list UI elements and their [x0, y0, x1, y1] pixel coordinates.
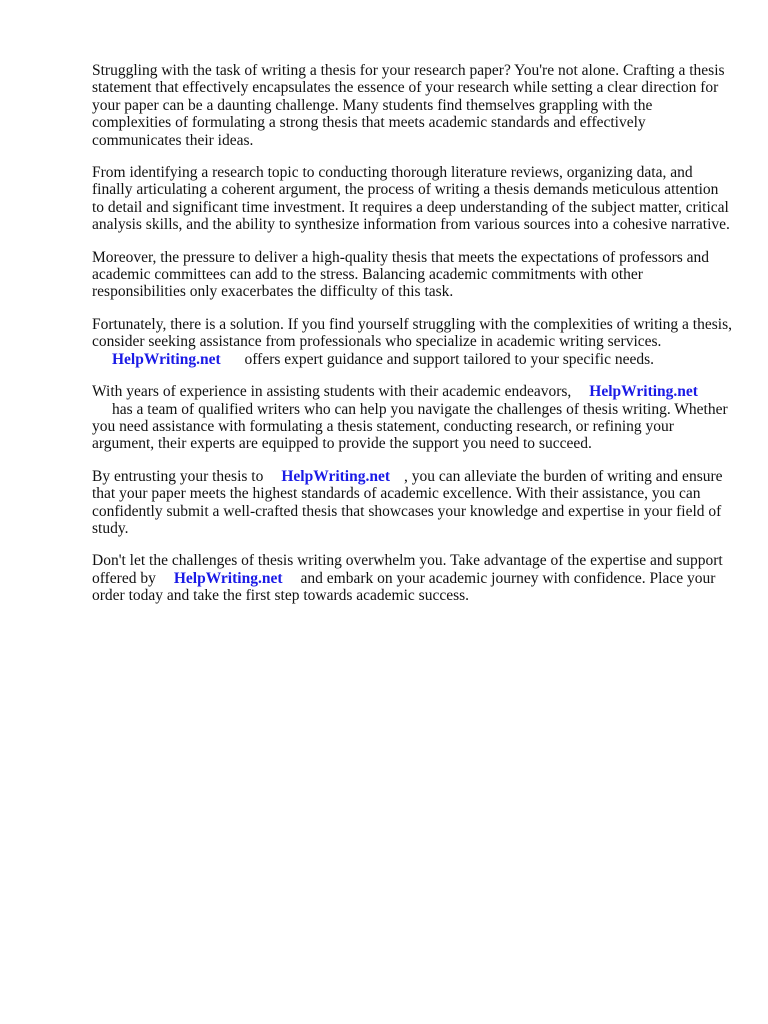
helpwriting-link-3[interactable]: HelpWriting.net [281, 467, 391, 485]
paragraph-pressure [92, 249, 732, 301]
paragraph-entrusting-text-b: , you can alleviate the burden of writing and ensure that your paper meets the highest standards of academic excellence. With their assistance, you can confidently submit a well-crafted thesis that showcases your knowledge and expertise in your field of study. [92, 467, 723, 537]
paragraph-experience [92, 383, 732, 453]
helpwriting-link-1[interactable]: HelpWriting.net [112, 350, 221, 368]
helpwriting-link-2[interactable]: HelpWriting.net [589, 383, 698, 401]
document-body [92, 62, 732, 620]
paragraph-solution-text-a: Fortunately, there is a solution. If you find yourself struggling with the complexities of writing a thesis, consider seeking assistance from professionals who specialize in academic writing services. [92, 315, 732, 351]
paragraph-pressure-text: Moreover, the pressure to deliver a high-quality thesis that meets the expectations of professors and academic committees can add to the stress. Balancing academic commitments with other responsibilities only exacerbates the difficulty of this task. [92, 248, 710, 301]
paragraph-entrusting [92, 468, 732, 538]
paragraph-intro-text: Struggling with the task of writing a thesis for your research paper? You're not alone. Crafting a thesis statement that effectively encapsulates the essence of your research while setting a clear direction for your paper can be a daunting challenge. Many students find themselves grappling with the complexities of formulating a strong thesis that meets academic standards and effectively communicates their ideas. [92, 62, 725, 149]
paragraph-intro [92, 62, 732, 149]
paragraph-process [92, 164, 732, 234]
paragraph-solution [92, 316, 732, 368]
paragraph-closing [92, 552, 732, 604]
paragraph-process-text: From identifying a research topic to conducting thorough literature reviews, organizing data, and finally articulating a coherent argument, the process of writing a thesis demands meticulous attention to detail and significant time investment. It requires a deep understanding of the subject matter, critical analysis skills, and the ability to synthesize information from various sources into a cohesive narrative. [92, 164, 730, 234]
paragraph-closing-text-a: Don't let the challenges of thesis writing overwhelm you. Take advantage of the expertise and support offered by [92, 552, 723, 587]
helpwriting-link-4[interactable]: HelpWriting.net [173, 569, 283, 587]
paragraph-solution-text-b: offers expert guidance and support tailored to your specific needs. [244, 350, 654, 368]
paragraph-experience-text-b: has a team of qualified writers who can help you navigate the challenges of thesis writing. Whether you need assistance with formulating a thesis statement, conducting research, or refining your argument, their experts are equipped to provide the support you need to succeed. [92, 400, 728, 453]
paragraph-closing-text-b: and embark on your academic journey with confidence. Place your order today and take the first step towards academic success. [92, 569, 716, 605]
paragraph-experience-text-a: With years of experience in assisting students with their academic endeavors, [92, 383, 572, 401]
paragraph-entrusting-text-a: By entrusting your thesis to [92, 467, 264, 485]
